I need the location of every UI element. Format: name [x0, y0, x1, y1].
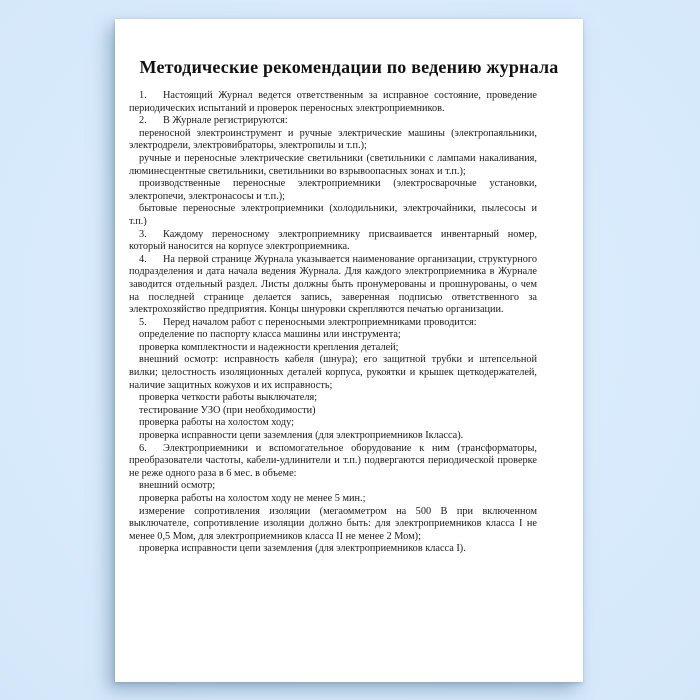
sub-paragraph: определение по паспорту класса машины или инструмента;	[139, 329, 401, 341]
document-title: Методические рекомендации по ведению журнала	[139, 57, 559, 77]
paragraph-number: 2.	[139, 115, 147, 127]
paragraph-number: 5.	[139, 316, 147, 328]
sub-paragraph: внешний осмотр;	[139, 480, 216, 492]
sub-paragraph: проверка исправности цепи заземления (для электроприемников класса I).	[139, 543, 466, 555]
numbered-paragraph: 4. На первой странице Журнала указывается наименование организации, структурного подразделения и дата начала ведения Журнала. Для каждого электроприемника в Журнале заводится отдельный раздел. Листы должны быть пронумерованы и прошнурованы, о чем на последней странице делается запись, заверенная подписью ответственного за электрохозяйство предприятия. Концы шнуровки скрепляются печатью организации.	[129, 253, 537, 316]
sub-paragraph: тестирование УЗО (при необходимости)	[139, 404, 316, 416]
document-page	[115, 19, 583, 682]
sub-paragraph: измерение сопротивления изоляции (мегаомметром на 500 В при включенном выключателе, сопротивление изоляции должно быть: для электроприемников класса I не менее 0,5 Мом, для электроприемников класса II не менее 2 Мом);	[129, 505, 537, 542]
paragraph-number: 1.	[139, 90, 147, 101]
paragraph-number: 4.	[139, 253, 147, 265]
sub-paragraph: ручные и переносные электрические светильники (светильники с лампами накаливания, люминесцентные светильники, светильники во взрывоопасных зонах и т.п.);	[129, 152, 537, 177]
paragraph-number: 6.	[139, 442, 147, 454]
document-body	[129, 90, 537, 556]
sub-paragraph: проверка работы на холостом ходу;	[139, 417, 294, 429]
paragraph-number: 3.	[139, 228, 147, 240]
sub-paragraph: проверка комплектности и надежности крепления деталей;	[139, 341, 399, 353]
numbered-paragraph: 3. Каждому переносному электроприемнику присваивается инвентарный номер, который наносится на корпусе электроприемника.	[129, 228, 537, 253]
numbered-paragraph: 1. Настоящий Журнал ведется ответственным за исправное состояние, проведение периодических испытаний и проверок переносных электроприемников.	[129, 90, 537, 114]
sub-paragraph: производственные переносные электроприемники (электросварочные установки, электропечи, электронасосы и т.п.);	[129, 178, 537, 202]
sub-paragraph: проверка исправности цепи заземления (для электроприемников Iкласса).	[139, 430, 464, 442]
numbered-paragraph: 5. Перед началом работ с переносными электроприемниками проводится:	[139, 316, 477, 328]
sub-paragraph: переносной электроинструмент и ручные электрические машины (электропаяльники, электродрели, электровибраторы, электропилы и т.п.);	[129, 127, 537, 152]
numbered-paragraph: 6. Электроприемники и вспомогательное оборудование к ним (трансформаторы, преобразователи частоты, кабели-удлинители и т.п.) подвергаются периодической проверке не реже одного раза в 6 мес. в объеме:	[129, 442, 537, 479]
sub-paragraph: проверка четкости работы выключателя;	[139, 392, 318, 404]
numbered-paragraph: 2. В Журнале регистрируются:	[139, 115, 288, 127]
sub-paragraph: бытовые переносные электроприемники (холодильники, электрочайники, пылесосы и т.п.)	[129, 203, 537, 227]
sub-paragraph: проверка работы на холостом ходу не менее 5 мин.;	[139, 493, 366, 504]
sub-paragraph: внешний осмотр: исправность кабеля (шнура); его защитной трубки и штепсельной вилки; целостность изоляционных деталей корпуса, рукоятки и крышек щеткодержателей, наличие защитных кожухов и их исправность;	[129, 354, 537, 391]
